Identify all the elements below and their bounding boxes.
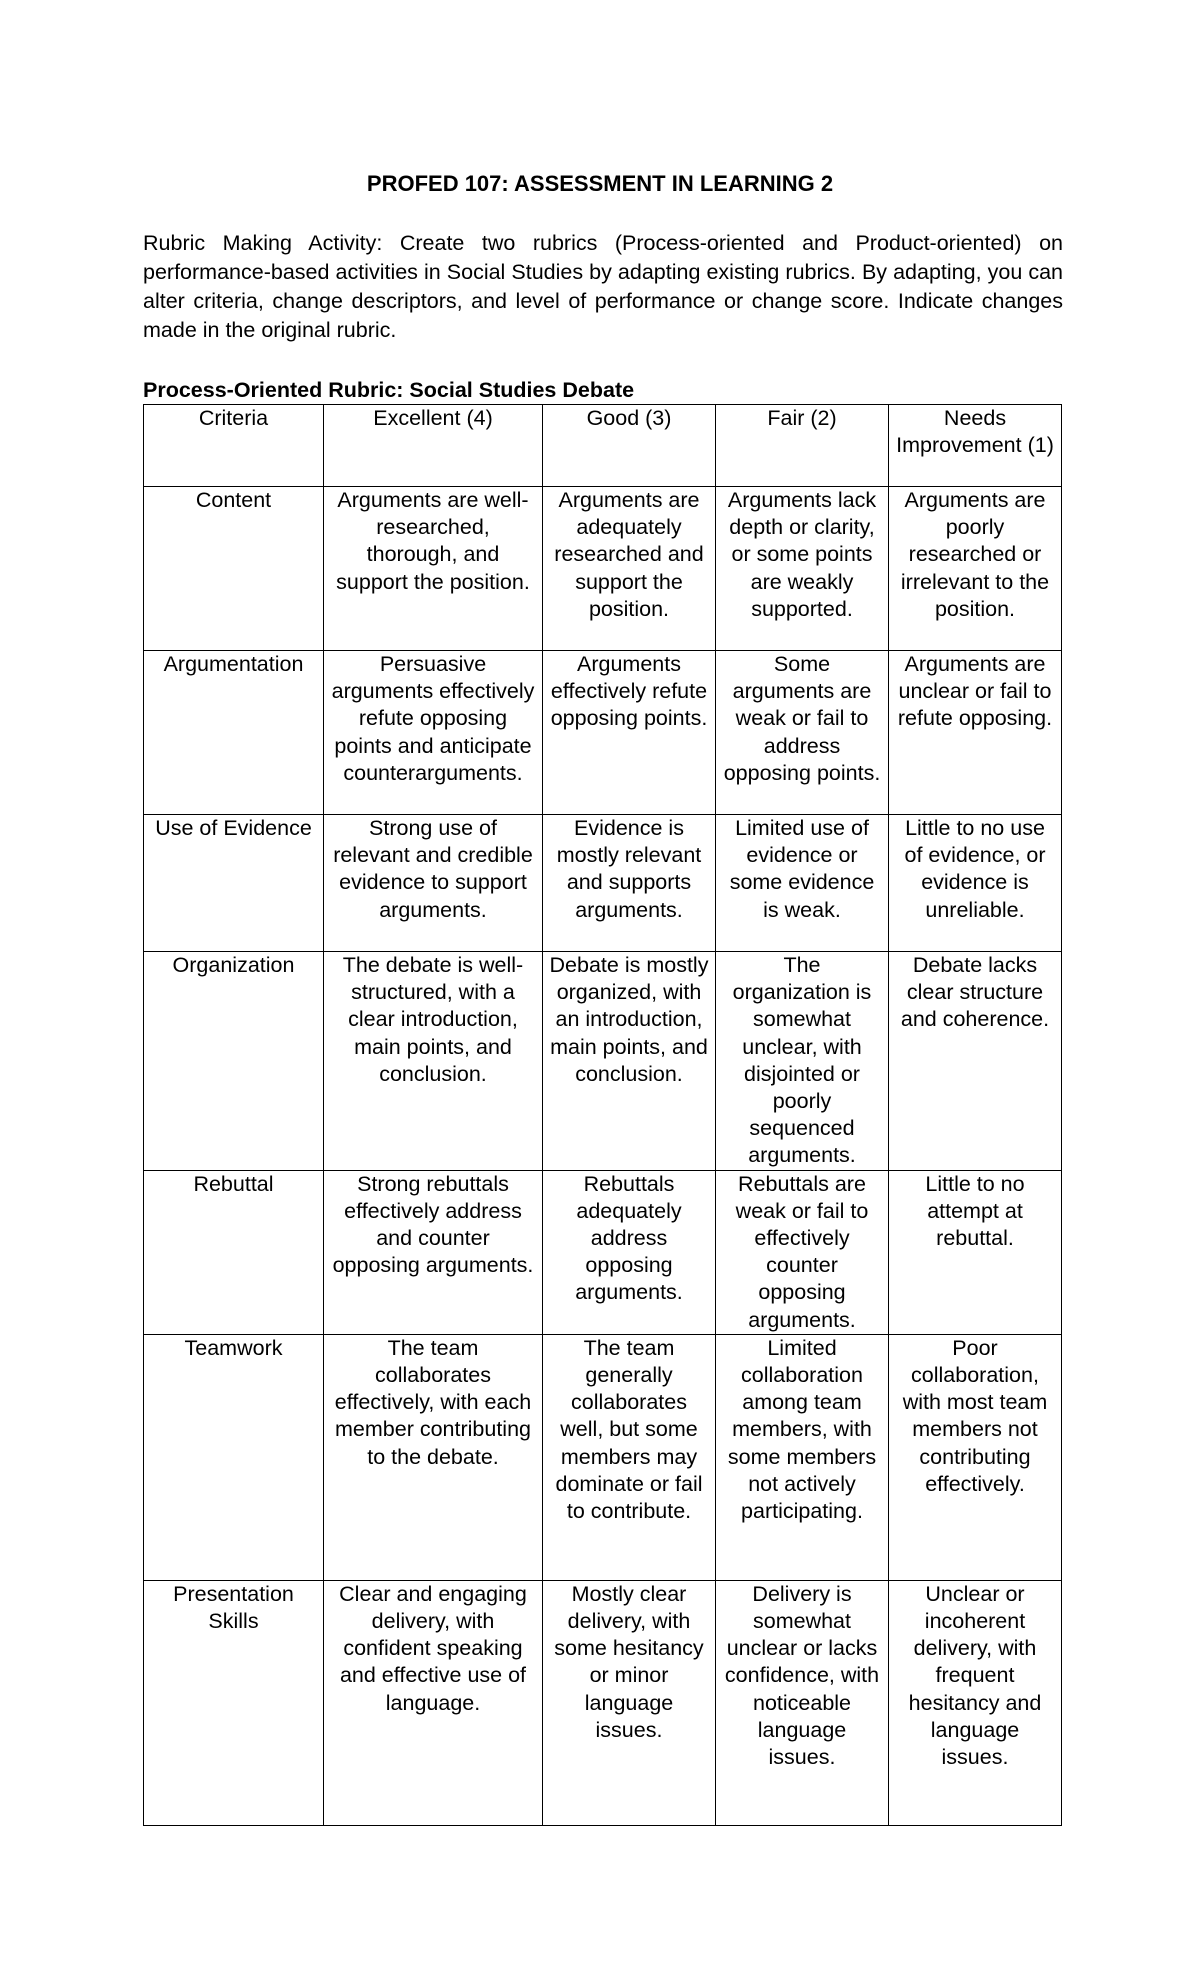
- table-row: [144, 1334, 1062, 1580]
- criterion-cell: Argumentation: [144, 651, 324, 815]
- criterion-cell: Organization: [144, 952, 324, 1171]
- table-row: [144, 1170, 1062, 1334]
- table-heading: Process-Oriented Rubric: Social Studies Debate: [143, 378, 635, 402]
- criterion-cell: Presentation Skills: [144, 1580, 324, 1825]
- fair-cell: Limited collaboration among team members, with some members not actively participating.: [716, 1334, 889, 1580]
- needs-improvement-cell: Arguments are unclear or fail to refute opposing.: [889, 651, 1062, 815]
- good-cell: Arguments are adequately researched and support the position.: [543, 487, 716, 651]
- excellent-cell: Strong use of relevant and credible evidence to support arguments.: [324, 815, 543, 952]
- header-fair: Fair (2): [716, 405, 889, 487]
- page-title: PROFED 107: ASSESSMENT IN LEARNING 2: [366, 171, 834, 196]
- fair-cell: Delivery is somewhat unclear or lacks confidence, with noticeable language issues.: [716, 1580, 889, 1825]
- criterion-cell: Rebuttal: [144, 1170, 324, 1334]
- criterion-cell: Content: [144, 487, 324, 651]
- table-row: [144, 487, 1062, 651]
- excellent-cell: Persuasive arguments effectively refute opposing points and anticipate counterarguments.: [324, 651, 543, 815]
- good-cell: The team generally collaborates well, but some members may dominate or fail to contribute.: [543, 1334, 716, 1580]
- fair-cell: Arguments lack depth or clarity, or some points are weakly supported.: [716, 487, 889, 651]
- excellent-cell: Arguments are well-researched, thorough, and support the position.: [324, 487, 543, 651]
- excellent-cell: Strong rebuttals effectively address and counter opposing arguments.: [324, 1170, 543, 1334]
- header-good: Good (3): [543, 405, 716, 487]
- needs-improvement-cell: Poor collaboration, with most team members not contributing effectively.: [889, 1334, 1062, 1580]
- table-row: [144, 815, 1062, 952]
- criterion-cell: Teamwork: [144, 1334, 324, 1580]
- header-needs-improvement: Needs Improvement (1): [889, 405, 1062, 487]
- good-cell: Evidence is mostly relevant and supports arguments.: [543, 815, 716, 952]
- good-cell: Rebuttals adequately address opposing arguments.: [543, 1170, 716, 1334]
- fair-cell: Rebuttals are weak or fail to effectively counter opposing arguments.: [716, 1170, 889, 1334]
- fair-cell: The organization is somewhat unclear, with disjointed or poorly sequenced arguments.: [716, 952, 889, 1171]
- header-criteria: Criteria: [144, 405, 324, 487]
- needs-improvement-cell: Little to no attempt at rebuttal.: [889, 1170, 1062, 1334]
- excellent-cell: The debate is well-structured, with a clear introduction, main points, and conclusion.: [324, 952, 543, 1171]
- fair-cell: Some arguments are weak or fail to address opposing points.: [716, 651, 889, 815]
- good-cell: Mostly clear delivery, with some hesitancy or minor language issues.: [543, 1580, 716, 1825]
- table-row: [144, 952, 1062, 1171]
- needs-improvement-cell: Debate lacks clear structure and coherence.: [889, 952, 1062, 1171]
- rubric-header: [144, 405, 1062, 487]
- header-row: [144, 405, 1062, 487]
- needs-improvement-cell: Little to no use of evidence, or evidence is unreliable.: [889, 815, 1062, 952]
- table-row: [144, 651, 1062, 815]
- criterion-cell: Use of Evidence: [144, 815, 324, 952]
- good-cell: Debate is mostly organized, with an introduction, main points, and conclusion.: [543, 952, 716, 1171]
- header-excellent: Excellent (4): [324, 405, 543, 487]
- excellent-cell: The team collaborates effectively, with each member contributing to the debate.: [324, 1334, 543, 1580]
- fair-cell: Limited use of evidence or some evidence is weak.: [716, 815, 889, 952]
- needs-improvement-cell: Arguments are poorly researched or irrelevant to the position.: [889, 487, 1062, 651]
- table-row: [144, 1580, 1062, 1825]
- rubric-body: [144, 487, 1062, 1826]
- rubric-table: [143, 404, 1062, 1826]
- excellent-cell: Clear and engaging delivery, with confident speaking and effective use of language.: [324, 1580, 543, 1825]
- good-cell: Arguments effectively refute opposing points.: [543, 651, 716, 815]
- instructions-paragraph: Rubric Making Activity: Create two rubrics (Process-oriented and Product-oriented) on performance-based activities in Social Studies by adapting existing rubrics. By adapting, you can alter criteria, change descriptors, and level of performance or change score. Indicate changes made in the original rubric.: [143, 231, 1063, 342]
- needs-improvement-cell: Unclear or incoherent delivery, with frequent hesitancy and language issues.: [889, 1580, 1062, 1825]
